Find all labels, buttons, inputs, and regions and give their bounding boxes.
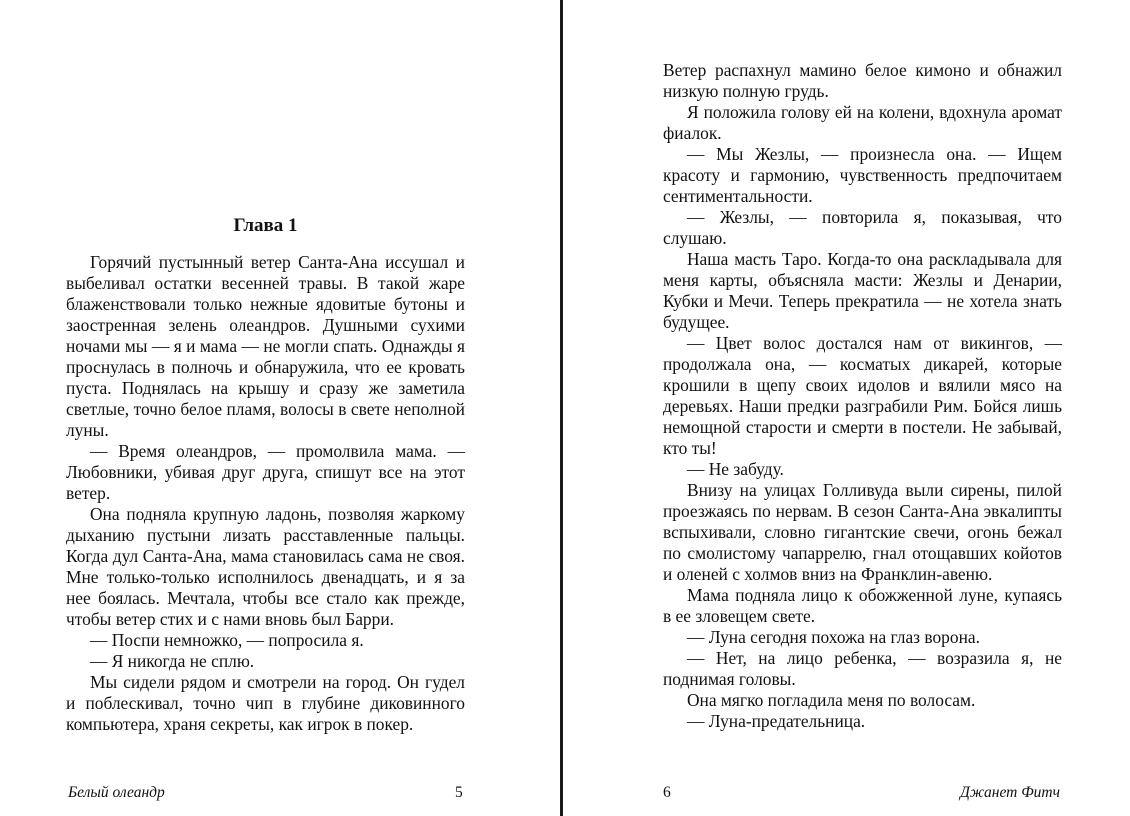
paragraph: — Луна-предательница. — [687, 711, 866, 731]
paragraph: — Жезлы, — повторила я, показывая, что слушаю. — [663, 207, 1062, 248]
paragraph: Внизу на улицах Голливуда выли сирены, пилой проезжаясь по нервам. В сезон Санта-Ана эвкалипты вспыхивали, словно гигантские свечи, огонь бежал по смолистому чапаррелю, гнал отощавших койотов и оленей с холмов вниз на Франклин-авеню. — [663, 480, 1062, 584]
paragraph: — Время олеандров, — промолвила мама. — Любовники, убивая друг друга, спишут все на этот ветер. — [66, 441, 465, 503]
page-number: 6 — [663, 784, 671, 801]
paragraph: — Не забуду. — [687, 459, 784, 479]
right-page — [563, 0, 1130, 816]
paragraph: Она мягко погладила меня по волосам. — [687, 690, 976, 710]
paragraph: Наша масть Таро. Когда-то она раскладывала для меня карты, объясняла масти: Жезлы и Денарии, Кубки и Мечи. Теперь прекратила — не хотела знать будущее. — [663, 249, 1062, 332]
paragraph: — Я никогда не сплю. — [90, 651, 255, 671]
chapter-title: Глава 1 — [233, 215, 298, 236]
paragraph: Мама подняла лицо к обожженной луне, купаясь в ее зловещем свете. — [663, 585, 1062, 626]
page-number: 5 — [455, 784, 463, 801]
paragraph: Горячий пустынный ветер Санта-Ана иссушал и выбеливал остатки весенней травы. В такой жаре блаженствовали только нежные ядовитые бутоны и заостренная зелень олеандров. Душными сухими ночами мы — я и мама — не могли спать. Однажды я проснулась в полночь и обнаружила, что ее кровать пуста. Поднялась на крышу и сразу же заметила светлые, точно белое пламя, волосы в свете неполной луны. — [66, 252, 465, 440]
left-page — [0, 0, 560, 816]
paragraph: Она подняла крупную ладонь, позволяя жаркому дыханию пустыни лизать расставленные пальцы. Когда дул Санта-Ана, мама становилась сама не своя. Мне только-только исполнилось двенадцать, и я за нее боялась. Мечтала, чтобы все стало как прежде, чтобы ветер стих и с нами вновь был Барри. — [66, 504, 465, 629]
right-page-body — [663, 60, 1062, 732]
running-footer-book-title: Белый олеандр — [68, 784, 165, 801]
paragraph: — Мы Жезлы, — произнесла она. — Ищем красоту и гармонию, чувственность предпочитаем сентиментальности. — [663, 144, 1062, 206]
left-page-body — [66, 252, 465, 735]
paragraph: Мы сидели рядом и смотрели на город. Он гудел и поблескивал, точно чип в глубине диковинного компьютера, храня секреты, как игрок в покер. — [66, 672, 465, 734]
paragraph: — Луна сегодня похожа на глаз ворона. — [687, 627, 980, 647]
paragraph: Ветер распахнул мамино белое кимоно и обнажил низкую полную грудь. — [663, 60, 1062, 101]
paragraph: Я положила голову ей на колени, вдохнула аромат фиалок. — [663, 102, 1062, 143]
running-footer-author: Джанет Фитч — [959, 784, 1060, 801]
paragraph: — Нет, на лицо ребенка, — возразила я, не поднимая головы. — [663, 648, 1062, 689]
paragraph: — Цвет волос достался нам от викингов, — продолжала она, — косматых дикарей, которые крошили в щепу своих идолов и вялили мясо на деревьях. Наши предки разграбили Рим. Бойся лишь немощной старости и смерти в постели. Не забывай, кто ты! — [663, 333, 1062, 458]
paragraph: — Поспи немножко, — попросила я. — [90, 630, 364, 650]
